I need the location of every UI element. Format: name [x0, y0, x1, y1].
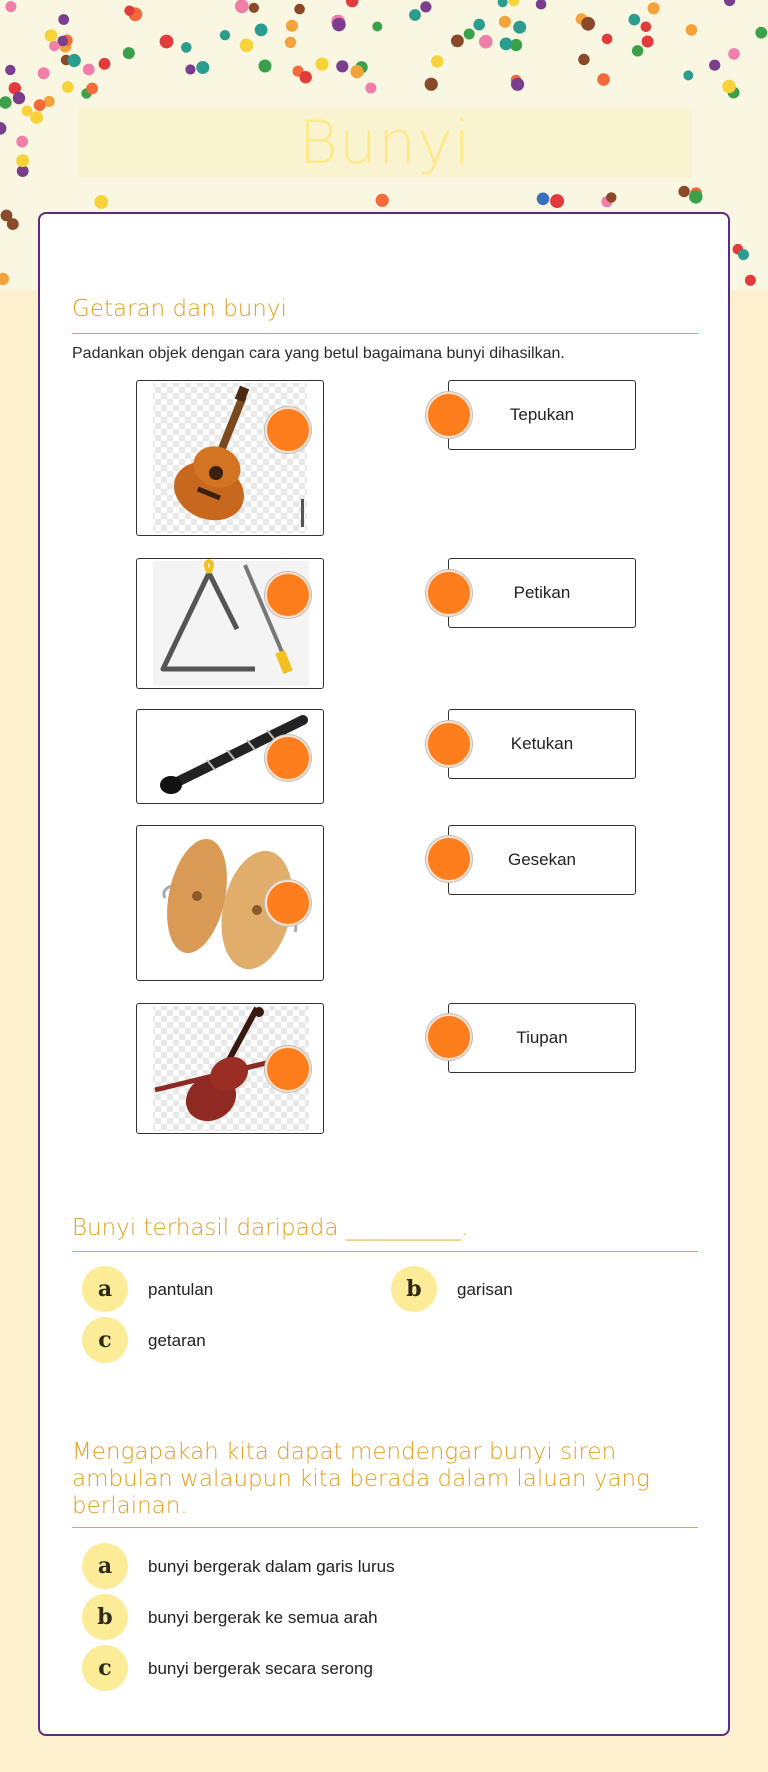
confetti-dot — [686, 24, 698, 36]
connector-left-1[interactable] — [265, 407, 311, 453]
confetti-dot — [13, 92, 25, 104]
confetti-dot — [473, 19, 485, 31]
confetti-dot — [509, 0, 520, 6]
confetti-dot — [123, 47, 135, 59]
question-1-instruction: Padankan objek dengan cara yang betul bagaimana bunyi dihasilkan. — [72, 345, 565, 362]
connector-right-1[interactable] — [426, 392, 472, 438]
confetti-dot — [365, 83, 376, 94]
confetti-dot — [755, 27, 767, 39]
q2-option-a-text[interactable]: pantulan — [148, 1280, 214, 1299]
q3-option-c-text[interactable]: bunyi bergerak secara serong — [148, 1659, 373, 1678]
connector-left-2[interactable] — [265, 572, 311, 618]
question-3-divider — [72, 1527, 698, 1528]
confetti-dot — [58, 14, 69, 25]
confetti-dot — [235, 0, 249, 13]
confetti-dot — [722, 80, 736, 94]
confetti-dot — [511, 78, 524, 91]
question-2-title: Bunyi terhasil daripada __________. — [72, 1215, 469, 1241]
confetti-dot — [498, 0, 508, 7]
confetti-dot — [451, 35, 464, 48]
confetti-dot — [550, 194, 564, 208]
confetti-dot — [376, 194, 389, 207]
confetti-dot — [196, 61, 209, 74]
confetti-dot — [536, 0, 547, 10]
confetti-dot — [372, 22, 382, 32]
confetti-dot — [641, 22, 652, 33]
confetti-dot — [160, 35, 174, 49]
confetti-dot — [350, 65, 363, 78]
confetti-dot — [431, 55, 443, 67]
guitar-icon — [137, 381, 323, 535]
confetti-dot — [286, 20, 298, 32]
q2-option-a-badge[interactable]: a — [82, 1266, 128, 1312]
confetti-dot — [124, 6, 134, 16]
confetti-dot — [16, 154, 29, 167]
answer-box-5[interactable]: Tiupan — [448, 1003, 636, 1073]
confetti-dot — [629, 14, 641, 26]
confetti-dot — [346, 0, 358, 7]
confetti-dot — [259, 60, 272, 73]
confetti-dot — [240, 39, 254, 53]
page-title: Bunyi — [298, 108, 472, 178]
confetti-dot — [16, 136, 28, 148]
confetti-dot — [255, 24, 268, 37]
question-3-title-line-2: ambulan walaupun kita berada dalam laluan yang — [72, 1466, 650, 1492]
confetti-dot — [316, 58, 329, 71]
question-3-title-line-3: berlainan. — [72, 1493, 188, 1519]
confetti-dot — [409, 9, 421, 21]
confetti-dot — [249, 3, 259, 13]
confetti-dot — [83, 64, 95, 76]
confetti-dot — [689, 190, 702, 203]
confetti-dot — [94, 195, 108, 209]
confetti-dot — [294, 4, 305, 15]
page-title-box — [78, 108, 692, 178]
confetti-dot — [683, 70, 693, 80]
confetti-dot — [5, 1, 16, 12]
confetti-dot — [181, 42, 192, 53]
q3-option-a-text[interactable]: bunyi bergerak dalam garis lurus — [148, 1557, 395, 1576]
confetti-dot — [22, 106, 33, 117]
confetti-dot — [606, 192, 616, 202]
connector-right-5[interactable] — [426, 1014, 472, 1060]
confetti-dot — [62, 81, 74, 93]
q3-option-b-badge[interactable]: b — [82, 1594, 128, 1640]
connector-left-4[interactable] — [265, 880, 311, 926]
confetti-dot — [500, 38, 513, 51]
confetti-dot — [578, 54, 589, 65]
confetti-dot — [642, 36, 654, 48]
confetti-dot — [34, 99, 46, 111]
connector-right-4[interactable] — [426, 836, 472, 882]
answer-box-2[interactable]: Petikan — [448, 558, 636, 628]
confetti-dot — [513, 21, 526, 34]
confetti-dot — [597, 73, 610, 86]
confetti-dot — [0, 96, 12, 108]
q2-option-b-text[interactable]: garisan — [457, 1280, 513, 1299]
answer-box-1[interactable]: Tepukan — [448, 380, 636, 450]
confetti-dot — [420, 1, 431, 12]
q3-option-b-text[interactable]: bunyi bergerak ke semua arah — [148, 1608, 378, 1627]
q3-option-a-badge[interactable]: a — [82, 1543, 128, 1589]
confetti-dot — [86, 83, 98, 95]
confetti-dot — [332, 18, 346, 32]
confetti-dot — [99, 58, 111, 70]
confetti-dot — [602, 34, 613, 45]
question-3-title — [72, 1439, 650, 1520]
connector-left-5[interactable] — [265, 1046, 311, 1092]
question-2-divider — [72, 1251, 698, 1252]
confetti-dot — [7, 218, 19, 230]
connector-right-2[interactable] — [426, 570, 472, 616]
connector-right-3[interactable] — [426, 721, 472, 767]
worksheet-card — [38, 212, 730, 1736]
confetti-dot — [336, 60, 348, 72]
confetti-dot — [185, 64, 195, 74]
confetti-dot — [728, 48, 740, 60]
confetti-dot — [499, 16, 511, 28]
confetti-dot — [0, 273, 9, 285]
connector-left-3[interactable] — [265, 735, 311, 781]
confetti-dot — [49, 41, 59, 51]
confetti-dot — [709, 60, 720, 71]
confetti-dot — [0, 122, 6, 135]
confetti-dot — [285, 37, 296, 48]
confetti-dot — [68, 54, 81, 67]
q2-option-b-badge[interactable]: b — [391, 1266, 437, 1312]
confetti-dot — [38, 67, 50, 79]
confetti-dot — [678, 186, 689, 197]
answer-box-3[interactable]: Ketukan — [448, 709, 636, 779]
confetti-dot — [30, 111, 43, 124]
confetti-dot — [425, 78, 438, 91]
confetti-dot — [648, 2, 660, 14]
q2-option-c-badge[interactable]: c — [82, 1317, 128, 1363]
confetti-dot — [581, 17, 595, 31]
confetti-dot — [632, 45, 643, 56]
confetti-dot — [220, 30, 230, 40]
confetti-dot — [300, 71, 312, 83]
image-guitar — [136, 380, 324, 536]
confetti-dot — [464, 29, 475, 40]
confetti-dot — [738, 249, 749, 260]
question-3-title-line-1: Mengapakah kita dapat mendengar bunyi siren — [72, 1439, 617, 1465]
confetti-dot — [5, 65, 15, 75]
question-1-title: Getaran dan bunyi — [72, 296, 287, 322]
answer-box-4[interactable]: Gesekan — [448, 825, 636, 895]
confetti-dot — [724, 0, 735, 6]
confetti-dot — [745, 275, 756, 286]
confetti-dot — [537, 193, 550, 206]
q2-option-c-text[interactable]: getaran — [148, 1331, 206, 1350]
q3-option-c-badge[interactable]: c — [82, 1645, 128, 1691]
confetti-dot — [45, 29, 58, 42]
confetti-dot — [479, 35, 493, 49]
question-1-divider — [72, 333, 698, 334]
